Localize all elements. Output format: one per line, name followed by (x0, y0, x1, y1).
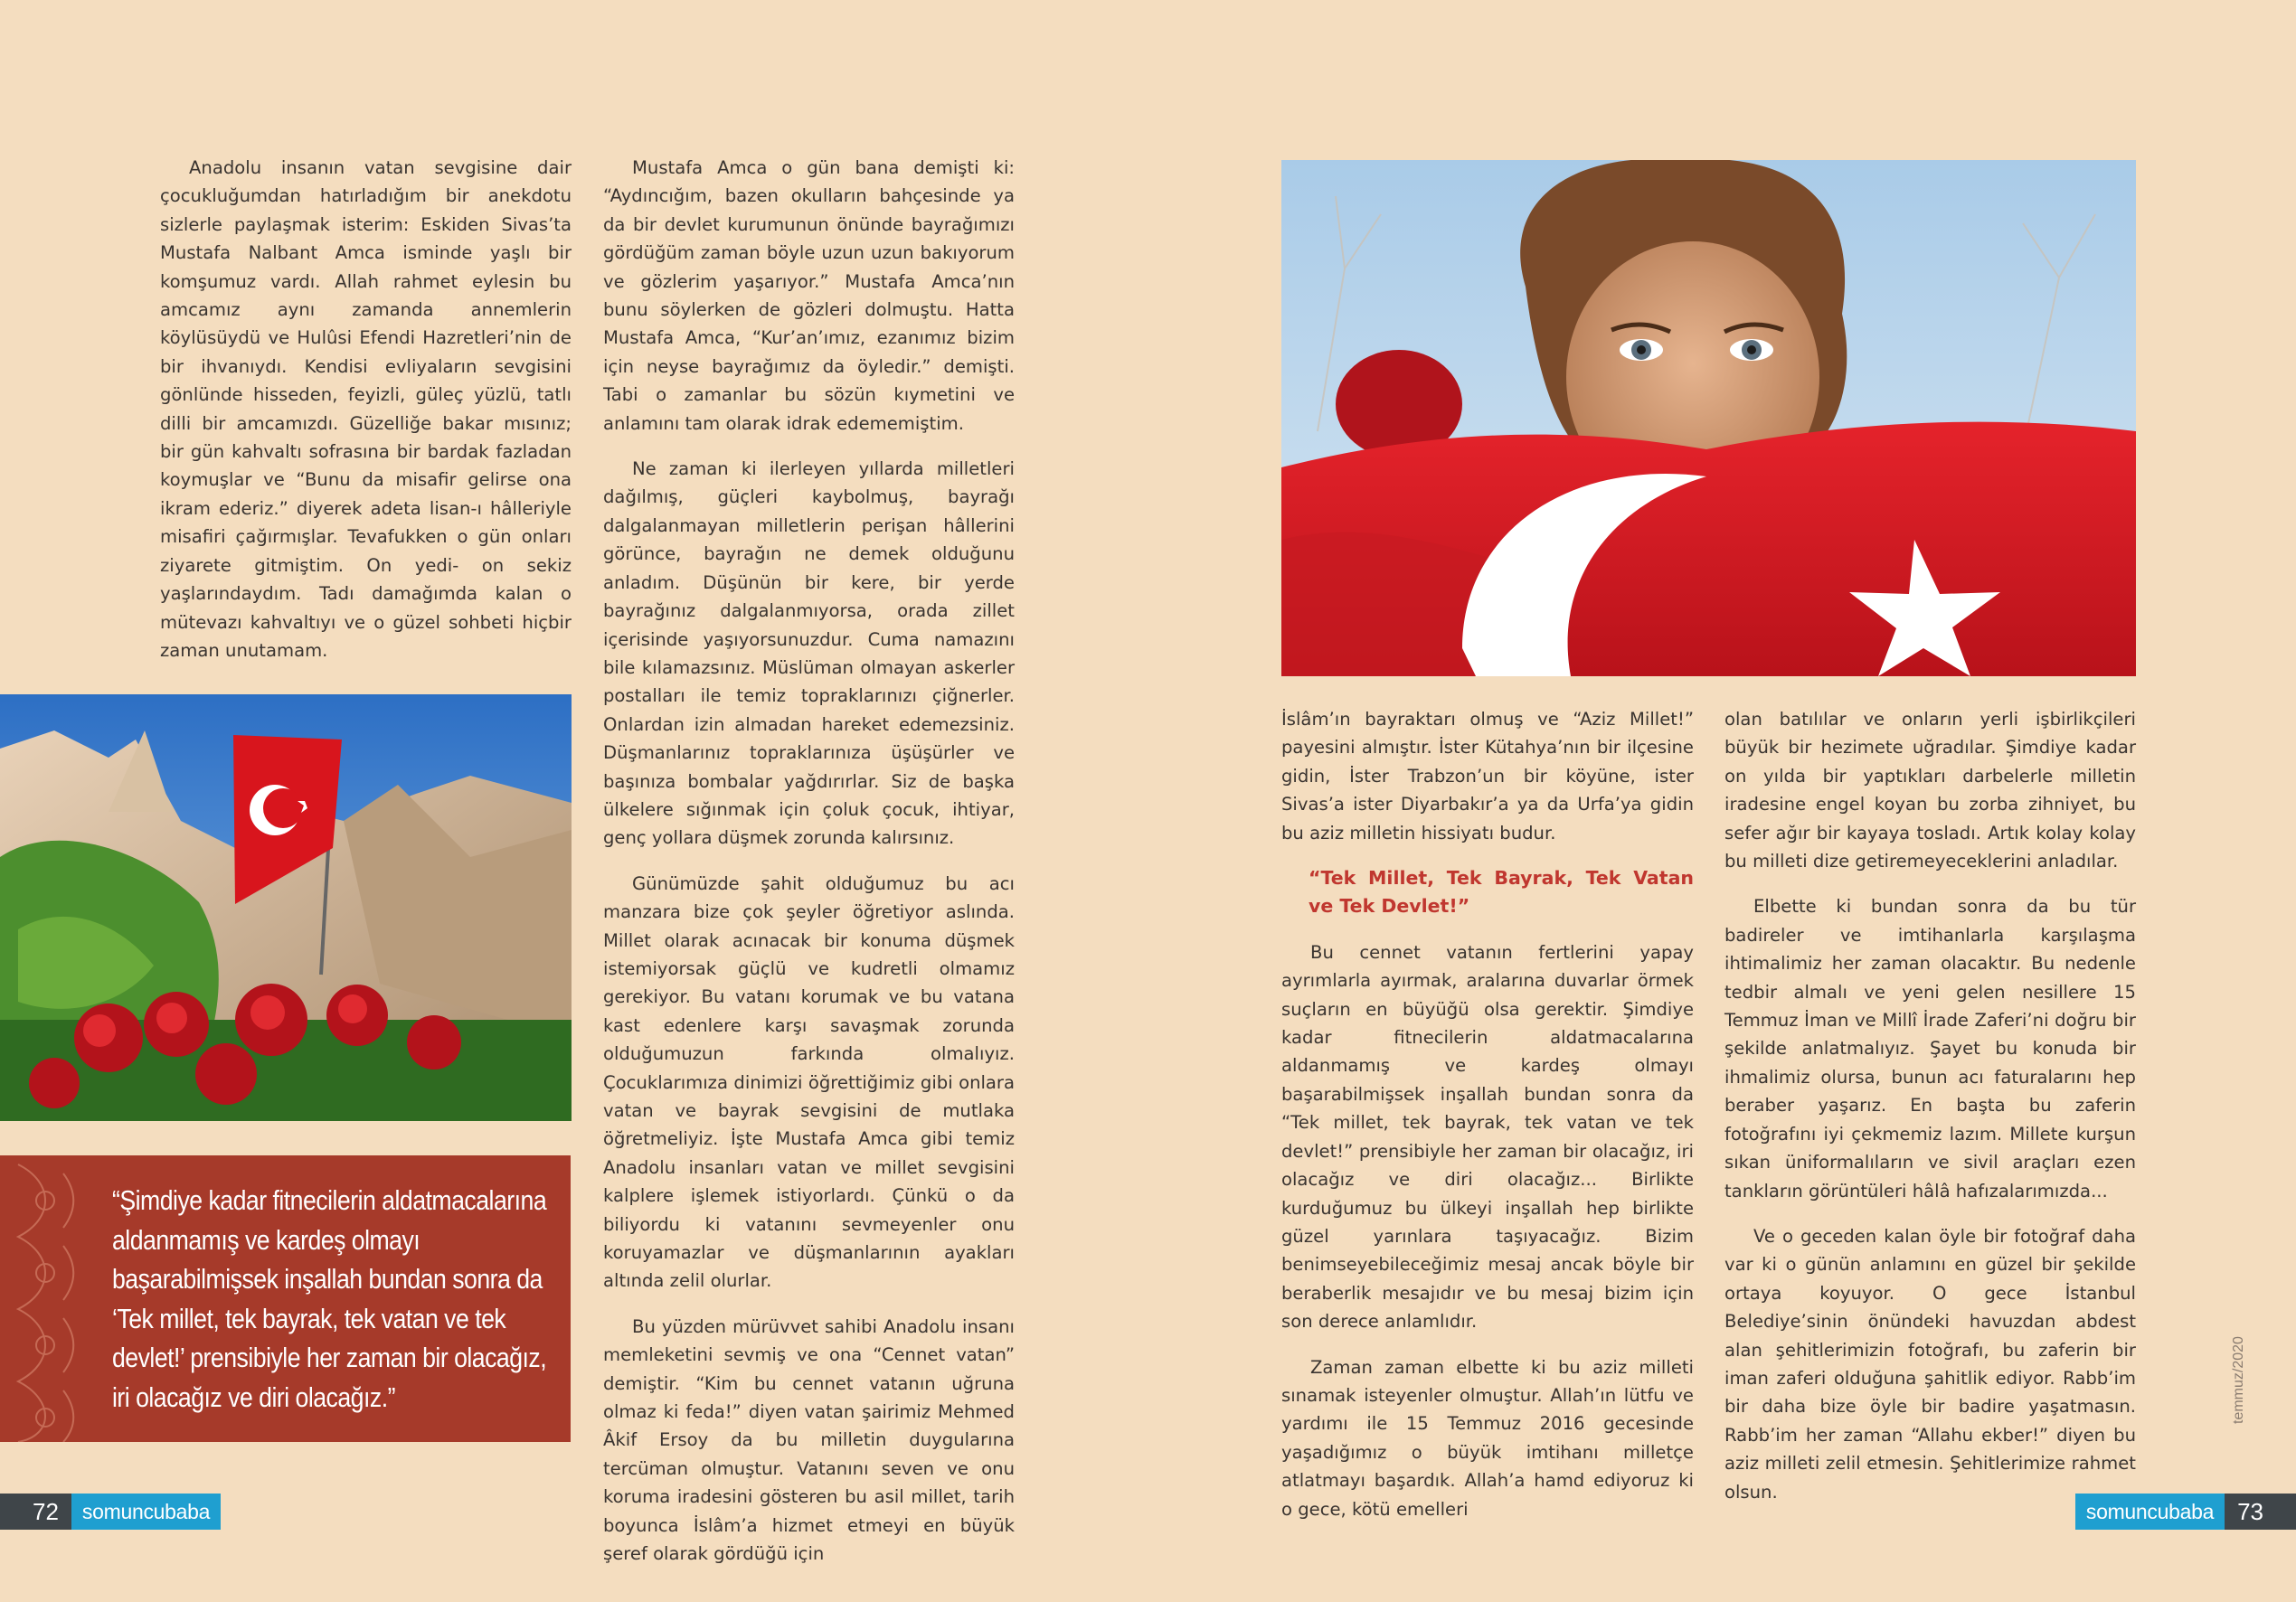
paragraph: Zaman zaman elbette ki bu aziz milleti sınamak isteyenler olmuştur. Allah’ın lütfu ve yardımı ile 15 Temmuz 2016 gecesinde yaşadığımız o büyük imtihanı milletçe atlatmayı başardık. Allah’a hamd ediyoruz ki o gece, kötü emelleri (1281, 1356, 1694, 1520)
paragraph: Elbette ki bundan sonra da bu tür badireler ve imtihanlarla karşılaşma ihtimalimiz her zaman olacaktır. Bu nedenle tedbir almalı ve yeni gelen nesillere 15 Temmuz İman ve Millî İrade Zaferi’ni doğru bir şekilde anlatmalıyız. Şayet bu konuda bir ihmalimiz olursa, bunun acı faturalarını hep beraber yaşarız. En başta bu zaferin fotoğrafını iyi çekmemiz lazım. Millete kurşun sıkan üniformalıların ve sivil araçları ezen tankların görüntüleri hâlâ hafızalarımızda... (1724, 896, 2136, 1202)
column-3 (1281, 705, 1694, 1541)
paragraph: İslâm’ın bayraktarı olmuş ve “Aziz Millet!” payesini almıştır. İster Kütahya’nın bir ilçesine gidin, İster Trabzon’un bir köyüne, ister Sivas’a ister Diyarbakır’a ya da Urfa’ya gidin bu aziz milletin hissiyatı budur. (1281, 709, 1694, 843)
issue-date: temmuz/2020 (2231, 1336, 2246, 1424)
column-3-before-paragraphs (1281, 705, 1694, 847)
brand-logo: somuncubaba (2075, 1494, 2225, 1530)
column-4-paragraphs (1724, 705, 2136, 1506)
paragraph: Ve o geceden kalan öyle bir fotoğraf daha var ki o günün anlamını en güzel bir şekilde ortaya koyuyor. O gece İstanbul Belediye’sinin önündeki havuzdan abdest alan şehitlerimizin fotoğrafı, bu zaferin bir iman zaferi olduğuna şahitlik ediyor. Rabb’im bir daha bize öyle bir badire yaşatmasın. Rabb’im her zaman “Allahu ekber!” diyen bu aziz milleti zelil etmesin. Şehitlerimize rahmet olsun. (1724, 1225, 2136, 1503)
right-folio (2075, 1494, 2296, 1530)
column-3-after-paragraphs (1281, 938, 1694, 1523)
column-2 (603, 154, 1015, 1586)
paragraph: Anadolu insanın vatan sevgisine dair çocukluğumdan hatırladığım bir anekdotu sizlerle paylaşmak isterim: Eskiden Sivas’ta Mustafa Nalbant Amca isminde yaşlı bir komşumuz vardı. Allah rahmet eylesin bu amcamız aynı zamanda annemlerin köylüsüydü ve Hulûsi Efendi Hazretleri’nin de bir ihvanıydı. Kendisi evliyaların sevgisini gönlünde hisseden, feyizli, güleç yüzlü, tatlı dilli bir amcamızdı. Güzelliğe bakar mısınız; bir gün kahvaltı sofrasına bir bardak fazladan koymuşlar ve “Bunu da misafir gelirse ona ikram ederiz.” diyerek adeta lisan-ı hâlleriyle misafiri çağırmışlar. Tevafukken o gün onları ziyarete gitmiştim. On yedi- on sekiz yaşlarındaydım. Tadı damağımda kalan o mütevazı kahvaltıyı ve o güzel sohbeti hiçbir zaman unutamam. (160, 157, 572, 661)
section-subhead: “Tek Millet, Tek Bayrak, Tek Vatan ve Tek Devlet!” (1309, 867, 1694, 918)
paragraph: olan batılılar ve onların yerli işbirlikçileri büyük bir hezimete uğradılar. Şimdiye kadar on yılda bir yaptıkları darbelerle milletin iradesine engel koyan bu zorba zihniyet, bu sefer ağır bir kayaya tosladı. Artık kolay kolay bu milleti dize getiremeyeceklerini anladılar. (1724, 709, 2136, 872)
column-4 (1724, 705, 2136, 1523)
column-2-paragraphs (603, 154, 1015, 1569)
paragraph: Günümüzde şahit olduğumuz bu acı manzara bize çok şeyler öğretiyor aslında. Millet olarak acınacak bir konuma düşmek istemiyorsak güçlü ve kudretli olmamız gerekiyor. Bu vatanı korumak ve bu vatana kast edenlere karşı savaşmak zorunda olduğumuzun farkında olmalıyız. Çocuklarımıza dinimizi öğrettiğimiz gibi onlara vatan ve bayrak sevgisini de mutlaka öğretmeliyiz. İşte Mustafa Amca gibi temiz Anadolu insanları vatan ve millet sevgisini kalplere işlemek istiyorlardı. Çünkü o da biliyordu ki vatanını sevmeyenler onu koruyamazlar ve düşmanlarının ayakları altında zelil olurlar. (603, 872, 1015, 1292)
column-1 (160, 154, 572, 682)
pull-quote-text: “Şimdiye kadar fitnecilerin aldatmacalarına aldanmamış ve kardeş olmayı başarabilmişsek inşallah bundan sonra da ‘Tek millet, tek bayrak, tek vatan ve tek devlet!’ prensibiyle her zaman bir olacağız, iri olacağız ve diri olacağız.” (112, 1184, 547, 1413)
page-number: 73 (2225, 1494, 2296, 1530)
column-1-paragraphs (160, 154, 572, 664)
paragraph: Ne zaman ki ilerleyen yıllarda milletleri dağılmış, güçleri kaybolmuş, bayrağı dalgalanmayan milletlerin perişan hâllerini görünce, bayrağın ne demek olduğunu anladım. Düşünün bir kere, bir yerde bayrağınız dalgalanmıyorsa, orada zillet içerisinde yaşıyorsunuzdur. Cuma namazını bile kılamazsınız. Müslüman olmayan askerler postalları ile temiz topraklarınızı çiğnerler. Onlardan izin almadan hareket edemezsiniz. Düşmanlarınız topraklarınıza üşüşürler ve başınıza bombalar yağdırırlar. Siz de başka ülkelere sığınmak için çoluk çocuk, ihtiyar, genç yollara düşmek zorunda kalırsınız. (603, 458, 1015, 849)
girl-flag-image (1281, 160, 2136, 676)
pull-quote-box (0, 1155, 571, 1442)
floral-ornament-icon (0, 1155, 83, 1442)
paragraph: Mustafa Amca o gün bana demişti ki: “Aydıncığım, bazen okulların bahçesinde ya da bir devlet kurumunun önünde bayrağımızı gördüğüm zaman böyle uzun uzun bakıyorum ve gözlerim yaşarıyor.” Mustafa Amca’nın bunu söylerken de gözleri dolmuştu. Hatta Mustafa Amca, “Kur’an’ımız, ezanımız bizim için neyse bayrağımız da öyledir.” demişti. Tabi o zamanlar bu sözün kıymetini ve anlamını tam olarak idrak edememiştim. (603, 157, 1015, 434)
left-photo-flag-cliffs (0, 694, 572, 1121)
brand-logo: somuncubaba (71, 1494, 221, 1530)
right-photo-girl-flag (1281, 160, 2136, 676)
paragraph: Bu cennet vatanın fertlerini yapay ayrımlarla ayırmak, aralarına duvarlar örmek suçların en büyüğü olsa gerektir. Şimdiye kadar fitnecilerin aldatmacalarına aldanmamış ve kardeş olmayı başarabilmişsek inşallah bundan sonra da “Tek millet, tek bayrak, tek vatan ve tek devlet!” prensibiyle her zaman bir olacağız, iri olacağız ve diri olacağız... Birlikte kurduğumuz bu ülkeyi inşallah hep birlikte güzel yarınlara taşıyacağız. Bizim benimseyebileceğimiz mesaj ancak böyle bir beraberlik mesajıdır ve bu mesaj bizim için son derece anlamlıdır. (1281, 941, 1694, 1333)
flag-cliffs-image (0, 694, 572, 1121)
page-number: 72 (0, 1494, 71, 1530)
left-folio (0, 1494, 221, 1530)
paragraph: Bu yüzden mürüvvet sahibi Anadolu insanı memleketini sevmiş ve ona “Cennet vatan” demiştir. “Kim bu cennet vatanın uğruna olmaz ki feda!” diyen vatan şairimiz Mehmed Âkif Ersoy da bu milletin duygularına tercüman olmuştur. Vatanını seven ve onu koruma iradesini gösteren bu asil millet, tarih boyunca İslâm’a hizmet etmeyi en büyük şeref olarak gördüğü için (603, 1315, 1015, 1565)
